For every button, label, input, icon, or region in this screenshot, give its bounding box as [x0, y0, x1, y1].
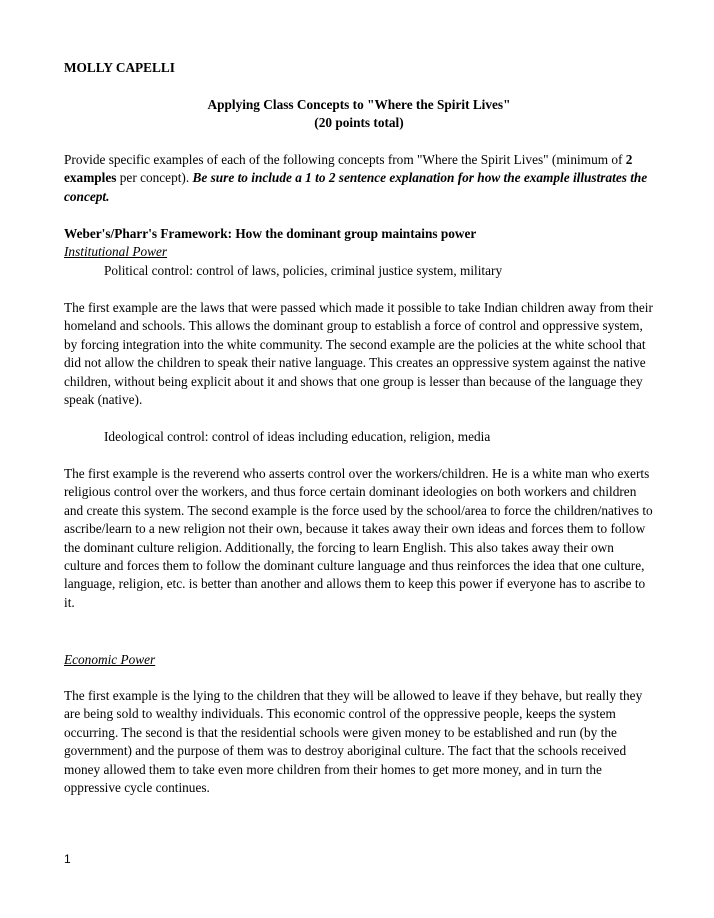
instructions-text: Provide specific examples of each of the following concepts from "Where the Spirit Lives" (minimum of [64, 152, 626, 167]
institutional-power-heading: Institutional Power [64, 244, 168, 259]
author-name: MOLLY CAPELLI [64, 60, 175, 75]
political-control-answer: The first example are the laws that were passed which made it possible to take Indian children away from their homeland and schools. This allows the dominant group to establish a force of control and oppressive system, by forcing integration into the white community. The second example are the policies at the white school that did not allow the children to speak their native language. This creates an oppressive system against the native children, without being explicit about it and shows that one group is lesser than because of the language they speak (native). [64, 300, 653, 408]
economic-power-answer: The first example is the lying to the children that they will be allowed to leave if they behave, but really they are being sold to wealthy individuals. This economic control of the oppressive people, keeps the system occurring. The second is that the residential schools were given money to be established and run (by the government) and the purpose of them was to destroy aboriginal culture. The fact that the schools received money allowed them to take even more children from their homes to get more money, and in turn the oppressive cycle continues. [64, 688, 643, 796]
instructions-text-2: per concept). [116, 170, 193, 186]
instructions-requirement: Be sure to include a 1 to 2 sentence explanation for how the example illustrates the concept. [64, 170, 648, 204]
document-subtitle: (20 points total) [314, 115, 404, 130]
ideological-control-answer: The first example is the reverend who asserts control over the workers/children. He is a white man who exerts religious control over the workers, and thus force certain dominant ideologies on both workers and children and create this system. The second example is the force used by the school/area to force the children/natives to ascribe/learn to a new religion not their own, because it takes away their own ideas and forces them to follow the dominant culture religion. Additionally, the forcing to learn English. This also takes away their own culture and forces them to follow the dominant culture language and thus reinforces the idea that one culture, language, religion, etc. is better than another and allows them to keep this power if everyone has to ascribe to it. [64, 466, 653, 610]
page-number: 1 [64, 852, 71, 866]
political-control-prompt: Political control: control of laws, policies, criminal justice system, military [104, 263, 503, 278]
ideological-control-prompt: Ideological control: control of ideas including education, religion, media [104, 429, 491, 444]
document-title: Applying Class Concepts to "Where the Spirit Lives" [207, 97, 511, 112]
framework-heading: Weber's/Pharr's Framework: How the dominant group maintains power [64, 226, 477, 241]
instructions-paragraph [64, 151, 654, 206]
section-economic-power [64, 651, 654, 669]
section-institutional-power [64, 243, 654, 261]
instructions-emphasis: 2 examples [64, 152, 633, 186]
economic-power-heading: Economic Power [64, 652, 156, 667]
